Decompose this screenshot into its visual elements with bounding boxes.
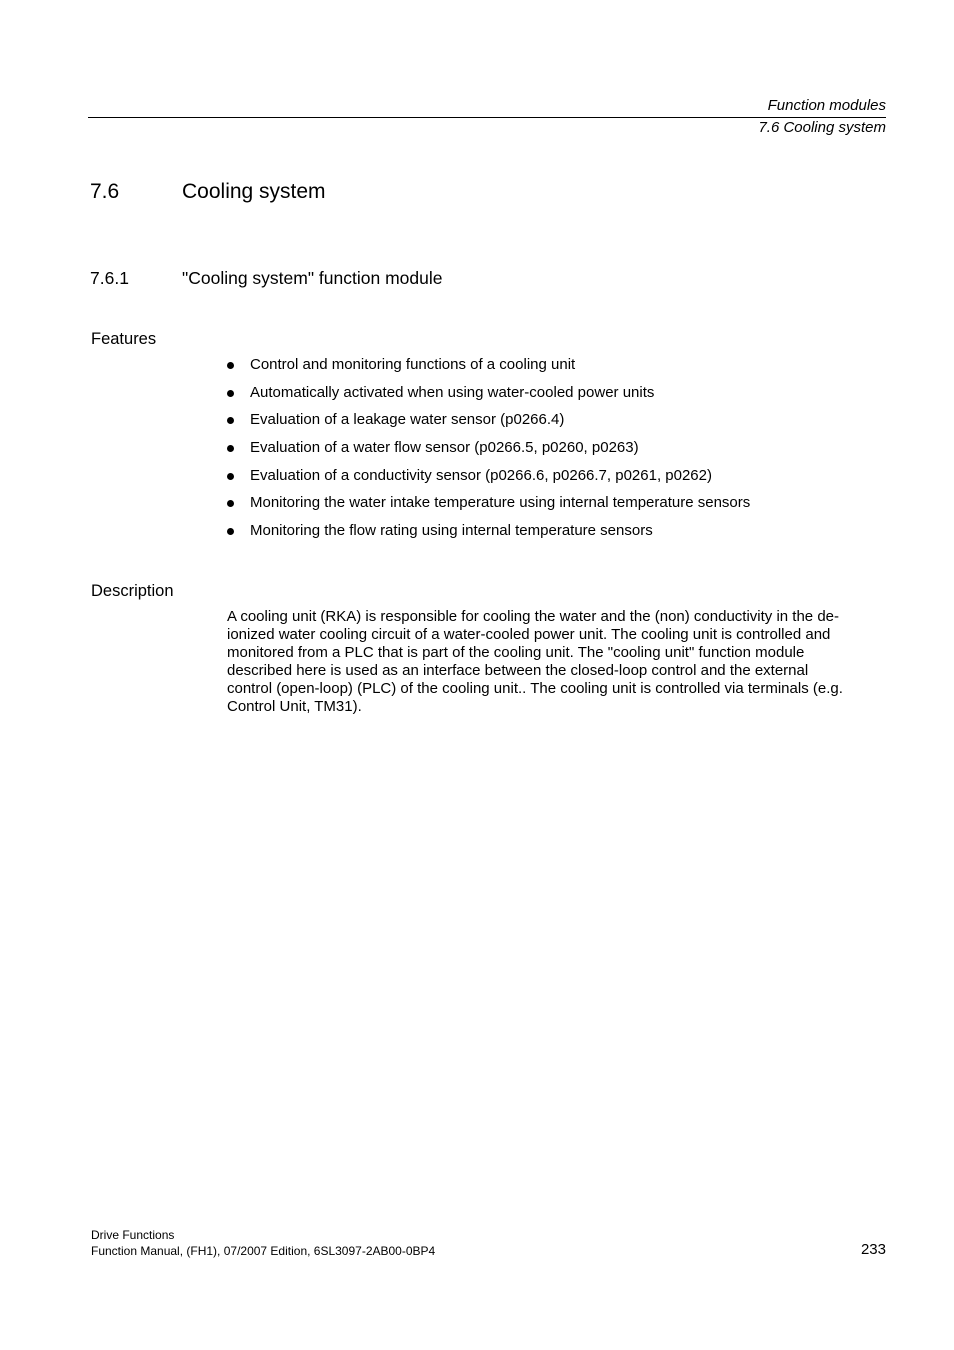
description-line: ionized water cooling circuit of a water-cooled power unit. The cooling unit is controlled and — [227, 626, 831, 643]
bullet-icon — [227, 417, 234, 424]
header-rule — [88, 117, 886, 118]
list-item-text: Evaluation of a conductivity sensor (p0266.6, p0266.7, p0261, p0262) — [250, 466, 712, 484]
description-line: A cooling unit (RKA) is responsible for cooling the water and the (non) conductivity in the de- — [227, 608, 839, 625]
features-list — [227, 354, 887, 548]
features-heading: Features — [91, 330, 157, 348]
list-item-text: Control and monitoring functions of a cooling unit — [250, 356, 576, 373]
footer-document-title: Drive Functions — [91, 1228, 175, 1242]
list-item — [227, 465, 887, 493]
header-section: 7.6 Cooling system — [758, 119, 886, 136]
footer-edition: Function Manual, (FH1), 07/2007 Edition, 6SL3097-2AB00-0BP4 — [91, 1244, 436, 1258]
description-heading: Description — [91, 582, 174, 600]
description-line: Control Unit, TM31). — [227, 698, 362, 715]
list-item-text: Evaluation of a water flow sensor (p0266.5, p0260, p0263) — [250, 439, 639, 457]
description-line: monitored from a PLC that is part of the cooling unit. The "cooling unit" function module — [227, 644, 805, 661]
list-item-text: Monitoring the water intake temperature using internal temperature sensors — [250, 494, 751, 512]
description-line: control (open-loop) (PLC) of the cooling unit.. The cooling unit is controlled via terminals (e.g. — [227, 680, 843, 697]
section-title: Cooling system — [182, 180, 326, 203]
list-item — [227, 382, 887, 410]
bullet-icon — [227, 362, 234, 369]
list-item-text: Automatically activated when using water-cooled power units — [250, 383, 655, 401]
subsection-number: 7.6.1 — [90, 268, 129, 288]
list-item — [227, 492, 887, 520]
footer — [91, 1227, 435, 1259]
list-item — [227, 409, 887, 437]
section-number: 7.6 — [90, 180, 120, 203]
description-paragraph — [227, 608, 889, 716]
subsection-title: "Cooling system" function module — [182, 268, 443, 288]
list-item — [227, 520, 887, 548]
bullet-icon — [227, 528, 234, 535]
bullet-icon — [227, 390, 234, 397]
bullet-icon — [227, 473, 234, 480]
description-line: described here is used as an interface between the closed-loop control and the external — [227, 662, 809, 679]
list-item-text: Monitoring the flow rating using internal temperature sensors — [250, 522, 653, 540]
list-item-text: Evaluation of a leakage water sensor (p0266.4) — [250, 411, 565, 429]
bullet-icon — [227, 445, 234, 452]
page-number: 233 — [860, 1241, 886, 1258]
list-item — [227, 354, 887, 382]
bullet-icon — [227, 500, 234, 507]
header-chapter: Function modules — [767, 97, 886, 114]
list-item — [227, 437, 887, 465]
